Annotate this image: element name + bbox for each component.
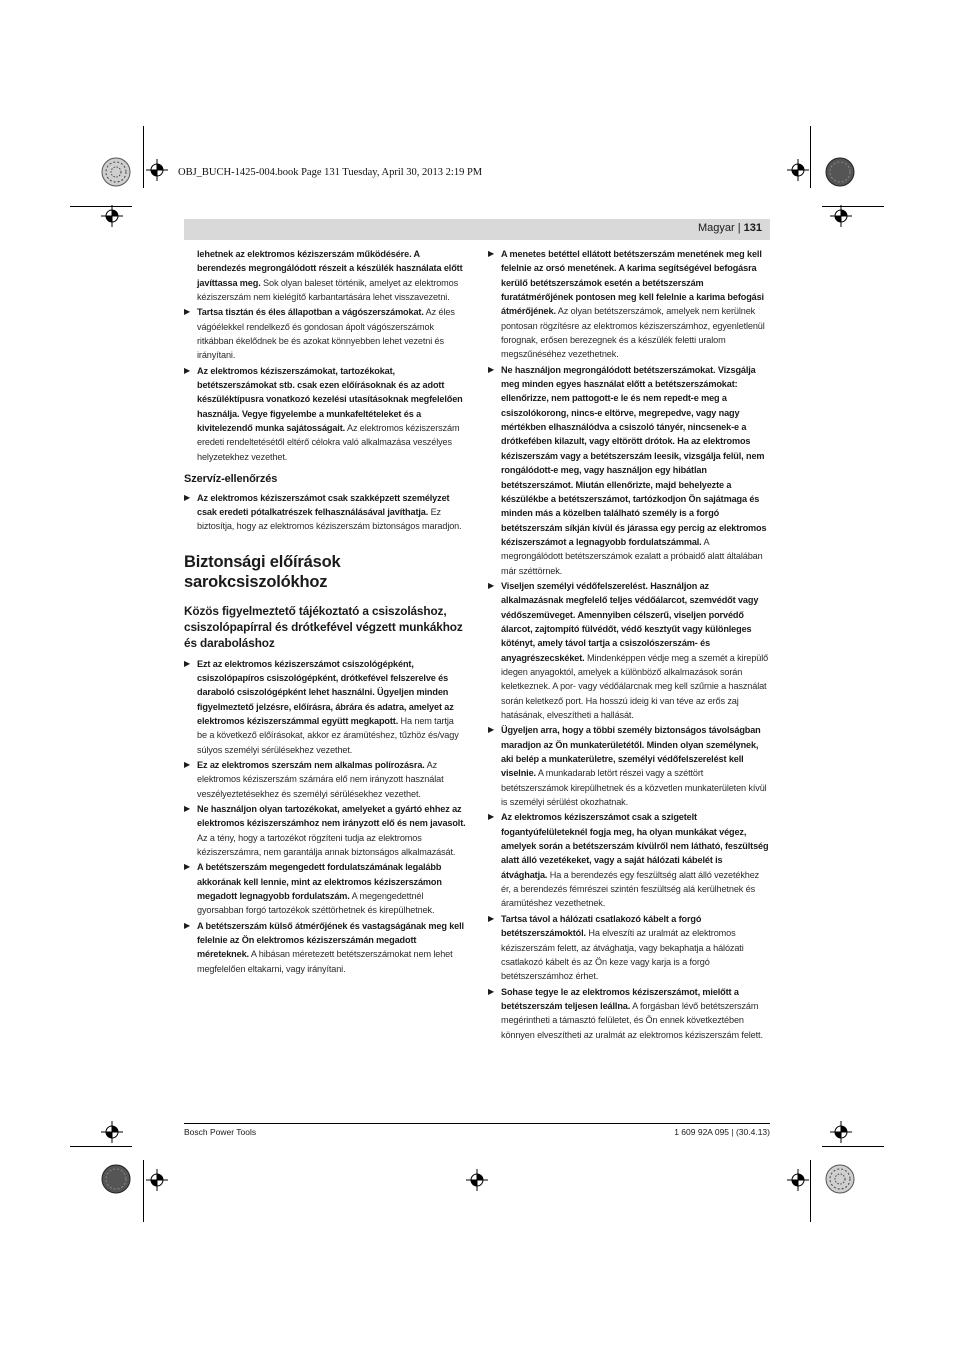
registration-mark-icon [787,1169,809,1191]
list-item [488,579,770,722]
registration-mark-icon [101,1121,123,1143]
main-heading: Biztonsági előírások sarokcsiszolókhoz [184,552,341,591]
item-normal-text: Az elektromos kéziszerszám eredeti rendeltetésétől eltérő célokra való alkalmazása veszélyes helyzetekhez vezethet. [197,423,460,462]
bullet-arrow-icon: ▶ [184,492,191,502]
registration-mark-icon [146,159,168,181]
list-item [184,491,466,534]
bullet-arrow-icon: ▶ [184,658,191,668]
item-bold-text: Sohase tegye le az elektromos kéziszerszámot, mielőtt a betétszerszám teljesen leállna. [501,986,739,1011]
header-label [698,222,770,234]
bullet-arrow-icon: ▶ [184,759,191,769]
bullet-arrow-icon: ▶ [184,307,191,317]
list-item-continuation [184,247,466,304]
item-bold-text: lehetnek az elektromos kéziszerszám működésére. A berendezés megrongálódott részeit a készülék használata előtt javíttassa meg. [197,249,463,288]
item-normal-text: Ez biztosítja, hogy az elektromos kéziszerszám biztonságos maradjon. [197,506,462,532]
page-number: 131 [743,222,762,234]
item-normal-text: A munkadarab letört részei vagy a széttört betétszerszámok kirepülhetnek és a közvetlen munkaterületen kívül is személyi sérülést okozhatnak. [501,768,767,808]
bullet-arrow-icon: ▶ [488,913,495,923]
footer-publisher: Bosch Power Tools [184,1127,257,1137]
color-rosette-icon [825,157,855,187]
crop-mark [822,1146,884,1147]
registration-mark-icon [466,1169,488,1191]
crop-mark [70,1146,132,1147]
crop-mark [810,1160,811,1222]
print-info-line: OBJ_BUCH-1425-004.book Page 131 Tuesday, April 30, 2013 2:19 PM [178,167,483,178]
item-bold-text: Ne használjon megrongálódott betétszerszámokat. Vizsgálja meg minden egyes használat előtt a betétszerszámokat: ellenőrizze, nem pattogott-e le és nem repedt-e meg a csiszolókorong, nincs-e eltörve, megrepedve, vagy nagy mértékben elhasználódva a csiszoló tányér, nincsenek-e a drótkefében kilazult, vagy eltörött drótok. Ha az elektromos kéziszerszám vagy a betétszerszám leesik, vizsgálja felül, nem rongálódott-e meg, vagy használjon egy hibátlan betétszerszámot. Miután ellenőrizte, majd behelyezte a készülékbe a betétszerszámot, tartózkodjon Ön sajátmaga és minden más a közelben található személy is a forgó betétszerszám síkján kívül és járassa egy percig az elektromos kéziszerszámot a legnagyobb fordulatszámmal. [501,364,767,547]
item-bold-text: Tartsa távol a hálózati csatlakozó kábelt a forgó betétszerszámoktól. [501,913,702,939]
color-rosette-icon [101,1164,131,1194]
crop-mark [810,126,811,188]
item-normal-text: Ha nem tartja be a következő előírásokat, akkor ez áramütéshez, tűzhöz és/vagy súlyos személyi sérülésekhez vezethet. [197,715,459,755]
item-bold-text: Ezt az elektromos kéziszerszámot csiszológépként, csiszolópapíros csiszológépként, drótkefével felszerelve és daraboló csiszológépként lehet használni. Ügyeljen minden figyelmeztető jelzésre, előírásra, ábrára és adatra, amelyet az elektromos kéziszerszámmal együtt megkapott. [197,658,454,726]
left-column [184,247,466,977]
item-normal-text: A megrongálódott betétszerszámok ezalatt a próbaidő alatt általában már széttörnek. [501,536,763,576]
bullet-arrow-icon: ▶ [488,725,495,735]
item-bold-text: Az elektromos kéziszerszámot csak szakképzett személyzet csak eredeti pótalkatrészek felhasználásával javíthatja. [197,492,450,517]
bullet-arrow-icon: ▶ [184,862,191,872]
item-normal-text: A megengedettnél gyorsabban forgó tartozékok széttörhetnek és kirepülhetnek. [197,891,435,916]
item-normal-text: Az elektromos kéziszerszám számára elő nem irányzott használat veszélyeztetésekhez és személyi sérülésekhez vezethet. [197,759,444,799]
bullet-arrow-icon: ▶ [488,364,495,374]
registration-mark-icon [787,159,809,181]
list-item [184,919,466,976]
registration-mark-icon [101,205,123,227]
footer-divider [184,1123,770,1124]
item-bold-text: Ne használjon olyan tartozékokat, amelyeket a gyártó ehhez az elektromos kéziszerszámhoz nem irányzott elő és nem javasolt. [197,803,466,829]
right-column [488,247,770,1043]
item-normal-text: Mindenképpen védje meg a szemét a kirepülő idegen anyagoktól, amelyek a különböző alkalmazások során keletkeznek. A por- vagy védőálarcnak meg kell szűrnie a használat során keletkező port. Ha hosszú ideig ki van téve az erős zaj hatásának, elveszítheti a hallását. [501,652,769,720]
item-normal-text: A forgásban lévő betétszerszám megérintheti a támasztó felületet, és Ön ennek következtében könnyen elveszítheti az uralmát az elektromos kéziszerszám felett. [501,1000,763,1040]
list-item [488,810,770,910]
list-item [488,247,770,362]
item-bold-text: Az elektromos kéziszerszámokat, tartozékokat, betétszerszámokat stb. csak ezen előírásoknak és az adott készüléktípusra vonatkozó kezelési utasításoknak megfelelően használja. Vegye figyelembe a munkafeltételeket és a kivitelezendő munka sajátosságait. [197,365,463,434]
bullet-arrow-icon: ▶ [488,249,495,258]
list-item [184,802,466,859]
header-separator: | [737,222,741,234]
item-bold-text: A betétszerszám külső átmérőjének és vastagságának meg kell felelnie az Ön elektromos kéziszerszámán megadott méreteknek. [197,920,464,960]
item-bold-text: Ez az elektromos szerszám nem alkalmas polírozásra. [197,759,425,770]
sub-heading: Közös figyelmeztető tájékoztató a csiszoláshoz, csiszolópapírral és drótkefével végzett munkákhoz és daraboláshoz [184,603,463,650]
list-item [184,860,466,917]
bullet-arrow-icon: ▶ [488,580,495,590]
item-normal-text: Ha elveszíti az uralmát az elektromos kéziszerszám felett, az átvághatja, vagy bekaphatja a hálózati csatlakozó kábelt és az Ön keze vagy karja is a forgó betétszerszámhoz érhet. [501,928,744,982]
crop-mark [143,126,144,188]
list-item [184,758,466,801]
crop-mark [143,1160,144,1222]
list-item [184,657,466,757]
footer-doc-number: 1 609 92A 095 | (30.4.13) [674,1127,770,1137]
item-bold-text: A menetes betéttel ellátott betétszerszám menetének meg kell felelnie az orsó menetének. A karima segítségével befogásra kerülő betétszerszámok esetén a betétszerszám furatátmérőjének pontosen meg kell felelnie a karima befogási átmérőjének. [501,249,764,317]
color-rosette-icon [101,157,131,187]
list-item [184,364,466,464]
item-normal-text: Az olyan betétszerszámok, amelyek nem kerülnek pontosan rögzítésre az elektromos kéziszerszámhoz, egyenletlenül forognak, erősen berezegnek és a készülék feletti uralom megszűnéséhez vezethetnek. [501,306,765,360]
item-normal-text: Ha a berendezés egy feszültség alatt álló vezetékhez ér, a berendezés fémrészei szintén feszültség alá kerülhetnek és áramütéshez vezethetnek. [501,869,760,909]
item-bold-text: Viseljen személyi védőfelszerelést. Használjon az alkalmazásnak megfelelő teljes védőálarcot, szemvédőt vagy védőszemüveget. Amennyiben célszerű, viseljen porvédő álarcot, zajtompító fülvédőt, védő kesztyűt vagy különleges kötényt, amely távol tartja a csiszolószerszám- és anyagrészecskéket. [501,580,759,663]
item-normal-text: Az a tény, hogy a tartozékot rögzíteni tudja az elektromos kéziszerszámra, nem garantálja annak biztonságos alkalmazását. [197,832,456,857]
item-normal-text: Sok olyan baleset történik, amelyet az elektromos kéziszerszám nem kielégítő karbantartására lehet visszavezetni. [197,277,459,303]
item-bold-text: Az elektromos kéziszerszámot csak a szigetelt fogantyúfelületeknél fogja meg, ha olyan munkákat végez, amelyek során a betétszerszám kívülről nem látható, feszültség alatt álló vezetékeket, vagy a saját hálózati kábelét is átvághatja. [501,812,769,880]
color-rosette-icon [825,1164,855,1194]
list-item [184,305,466,362]
header-language: Magyar [697,222,735,234]
item-bold-text: A betétszerszám megengedett fordulatszámának legalább akkorának kell lennie, mint az elektromos kéziszerszámon megadott legnagyobb fordulatszám. [197,862,442,902]
item-normal-text: A hibásan méretezett betétszerszámokat nem lehet megfelelően eltakarni, vagy irányítani. [197,949,453,974]
bullet-arrow-icon: ▶ [488,986,495,996]
bullet-arrow-icon: ▶ [184,803,191,813]
registration-mark-icon [830,1121,852,1143]
item-bold-text: Tartsa tisztán és éles állapotban a vágószerszámokat. [197,307,424,318]
item-normal-text: Az éles vágóélekkel rendelkező és gondosan ápolt vágószerszámok ritkábban ékelődnek be és azokat könnyebben lehet vezetni és irányítani. [197,307,455,361]
bullet-arrow-icon: ▶ [184,920,191,930]
list-item [488,985,770,1042]
page-header [184,219,770,240]
list-item [488,912,770,984]
registration-mark-icon [146,1169,168,1191]
registration-mark-icon [830,205,852,227]
item-bold-text: Ügyeljen arra, hogy a többi személy biztonságos távolságban maradjon az Ön munkaterületétől. Minden olyan személynek, aki belép a munkaterületre, személyi védőfelszerelést kell viselnie. [501,725,761,779]
section-heading-service: Szervíz-ellenőrzés [184,473,278,486]
list-item [488,723,770,809]
bullet-arrow-icon: ▶ [184,365,191,375]
list-item [488,363,770,578]
bullet-arrow-icon: ▶ [488,812,495,822]
